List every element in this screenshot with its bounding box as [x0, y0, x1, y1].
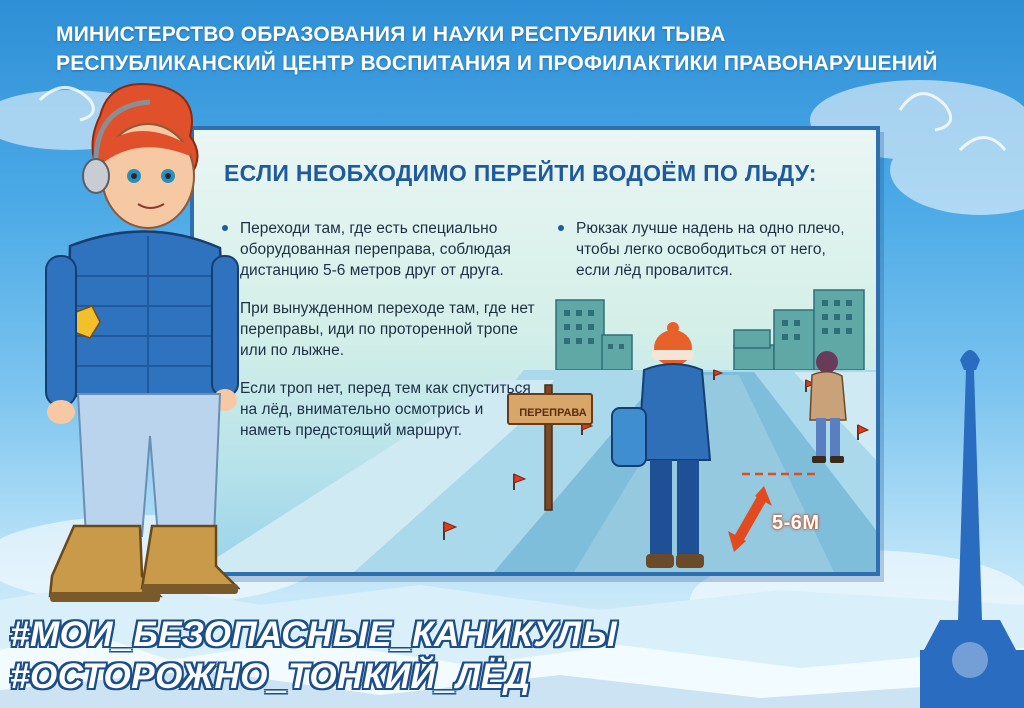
header — [56, 20, 938, 78]
bullet-item: Переходи там, где есть специально оборудованная переправа, соблюдая дистанцию 5-6 метров друг от друга. — [218, 218, 538, 281]
bullet-item: Рюкзак лучше надень на одно плечо, чтобы легко освободиться от него, если лёд провалится. — [554, 218, 864, 281]
sign-label: ПЕРЕПРАВА — [519, 407, 587, 419]
distance-label: 5-6М — [772, 512, 820, 534]
header-center: РЕСПУБЛИКАНСКИЙ ЦЕНТР ВОСПИТАНИЯ И ПРОФИЛАКТИКИ ПРАВОНАРУШЕНИЙ — [56, 52, 938, 75]
bullet-item: Если троп нет, перед тем как спуститься на лёд, внимательно осмотрись и наметь предстоящий маршрут. — [218, 378, 538, 441]
right-bullet-list — [554, 218, 864, 298]
left-bullet-list — [218, 218, 538, 458]
panel-title: ЕСЛИ НЕОБХОДИМО ПЕРЕЙТИ ВОДОЁМ ПО ЛЬДУ: — [224, 160, 817, 186]
cartoon-boy-illustration — [30, 76, 240, 616]
hashtags — [10, 614, 617, 698]
center-of-asia-obelisk-icon — [920, 340, 1024, 708]
bullet-item: При вынужденном переходе там, где нет переправы, иди по проторенной тропе или по лыжне. — [218, 298, 538, 361]
hashtag-safe-holidays: #МОИ_БЕЗОПАСНЫЕ_КАНИКУЛЫ — [10, 615, 618, 654]
header-ministry: МИНИСТЕРСТВО ОБРАЗОВАНИЯ И НАУКИ РЕСПУБЛИКИ ТЫВА — [56, 23, 726, 46]
info-panel — [190, 126, 880, 576]
hashtag-thin-ice: #ОСТОРОЖНО_ТОНКИЙ_ЛЁД — [10, 657, 531, 696]
